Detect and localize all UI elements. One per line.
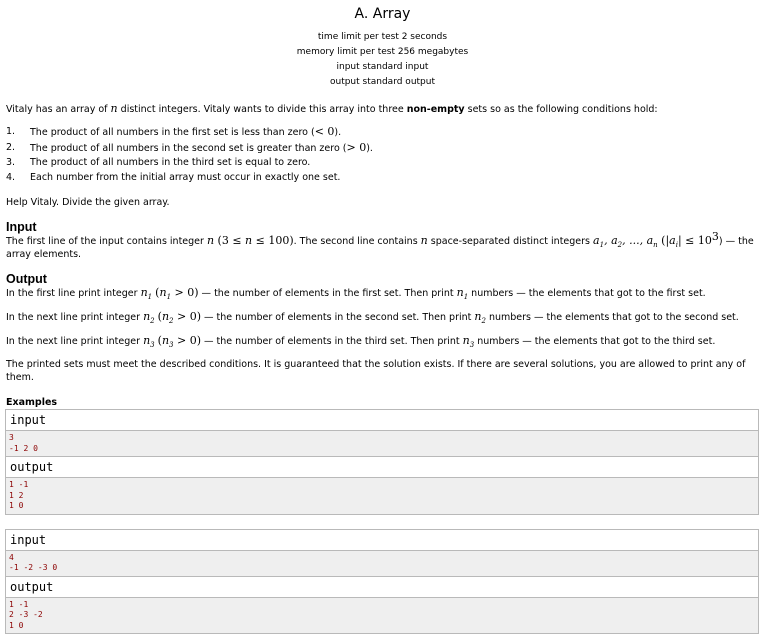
example-output-title: output (6, 577, 758, 598)
input-section-title: Input (6, 221, 759, 234)
example-test-2 (5, 529, 759, 634)
statement-intro: Vitaly has an array of n distinct integers. Vitaly wants to divide this array into three non-empty sets so as the following conditions hold: (6, 102, 759, 116)
output-file: output standard output (0, 75, 765, 90)
problem-header (0, 0, 765, 90)
conditions-list (0, 125, 765, 185)
example-output-body[interactable]: 1 -1 2 -3 -2 1 0 (6, 598, 758, 634)
help-text: Help Vitaly. Divide the given array. (6, 196, 759, 209)
example-output-body[interactable]: 1 -1 1 2 1 0 (6, 478, 758, 514)
output-line-1: In the first line print integer $n_1$ $(n_1 > 0)$ — the number of elements in the first set. Then print $n_1$ numbers — the elements that got to the first set. (6, 286, 759, 300)
output-line-2: In the next line print integer $n_2$ $(n_2 > 0)$ — the number of elements in the second set. Then print $n_2$ numbers — the elements that got to the second set. (6, 310, 759, 324)
input-file: input standard input (0, 60, 765, 75)
example-test-1 (5, 409, 759, 515)
condition-item: 2. The product of all numbers in the second set is greater than zero (> 0). (6, 141, 759, 157)
problem-title: A. Array (0, 5, 765, 23)
non-empty-emphasis: non-empty (407, 104, 465, 115)
time-limit: time limit per test 2 seconds (0, 30, 765, 45)
example-input-title: input (6, 530, 758, 551)
output-line-3: In the next line print integer $n_3$ $(n_3 > 0)$ — the number of elements in the third set. Then print $n_3$ numbers — the elements that got to the third set. (6, 334, 759, 348)
output-note: The printed sets must meet the described conditions. It is guaranteed that the solution exists. If there are several solutions, you are allowed to print any of them. (6, 358, 759, 384)
sequence-notation: $a_1$, $a_2$, ..., $a_n$ (593, 234, 658, 247)
condition-item: 3. The product of all numbers in the third set is equal to zero. (6, 156, 759, 171)
example-input-title: input (6, 410, 758, 431)
examples-label: Examples (6, 397, 759, 409)
memory-limit: memory limit per test 256 megabytes (0, 45, 765, 60)
input-spec: The first line of the input contains integer n (3 ≤ n ≤ 100). The second line contains n space-separated distinct integers $a_1$, $a_2$, ..., $a_n$ $(|a_i| \le 10^3)$ — the array elements. (6, 234, 759, 261)
example-input-body[interactable]: 3 -1 2 0 (6, 431, 758, 457)
example-output-title: output (6, 457, 758, 478)
condition-item: 4. Each number from the initial array must occur in exactly one set. (6, 171, 759, 186)
example-input-body[interactable]: 4 -1 -2 -3 0 (6, 551, 758, 577)
output-section-title: Output (6, 273, 759, 286)
condition-item: 1. The product of all numbers in the first set is less than zero (< 0). (6, 125, 759, 141)
